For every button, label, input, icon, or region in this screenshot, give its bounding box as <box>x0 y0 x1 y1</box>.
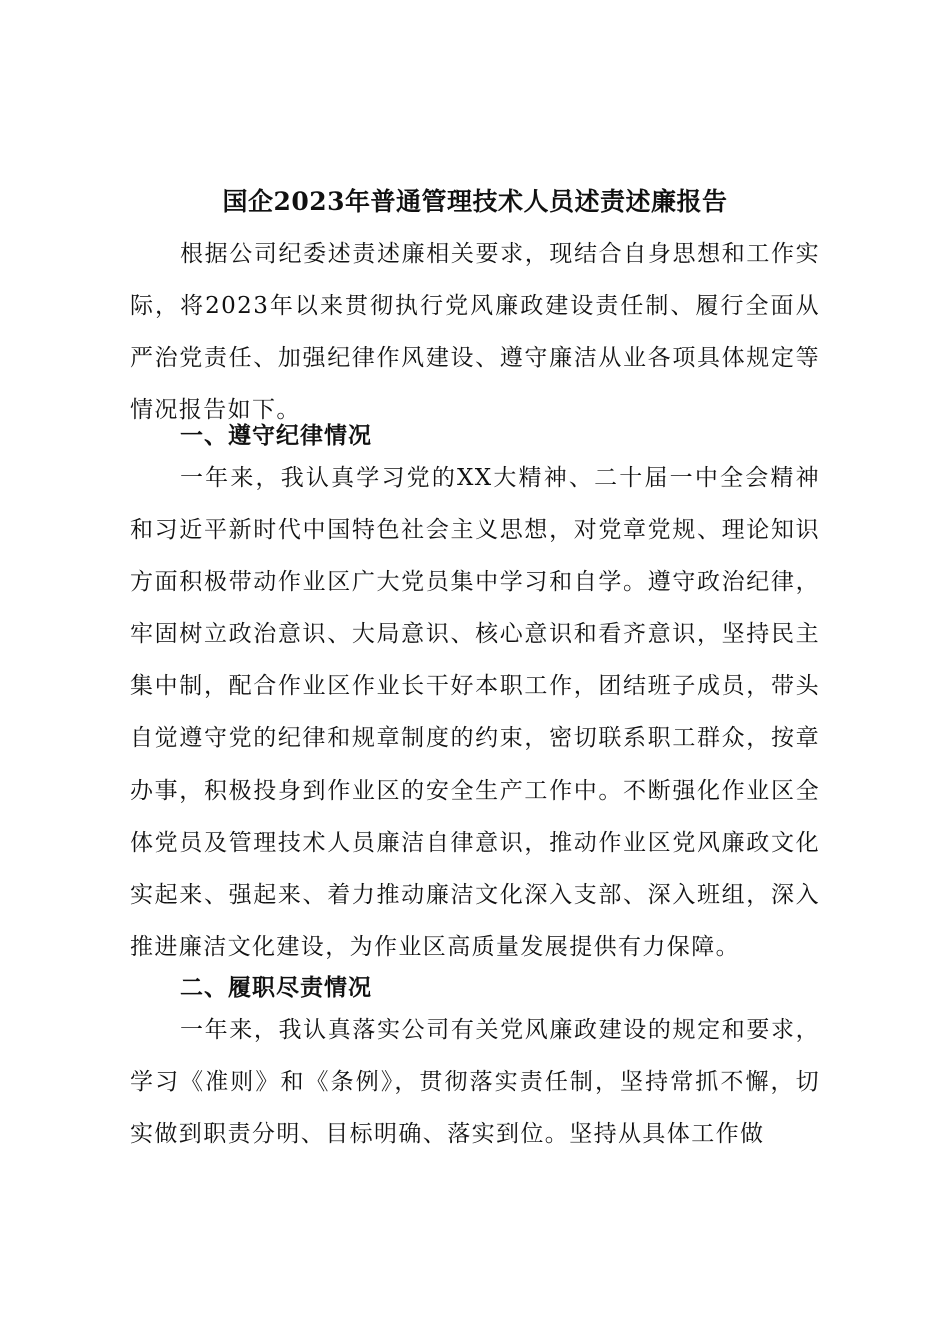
section-body-duties: 一年来，我认真落实公司有关党风廉政建设的规定和要求，学习《准则》和《条例》，贯彻落实责任制，坚持常抓不懈，切实做到职责分明、目标明确、落实到位。坚持从具体工作做 <box>130 1017 820 1148</box>
section-heading-discipline: 一、遵守纪律情况 <box>180 423 372 449</box>
section-heading-duties: 二、履职尽责情况 <box>180 975 372 1001</box>
section-body-discipline: 一年来，我认真学习党的XX大精神、二十届一中全会精神和习近平新时代中国特色社会主义思想，对党章党规、理论知识方面积极带动作业区广大党员集中学习和自学。遵守政治纪律，牢固树立政治意识、大局意识、核心意识和看齐意识，坚持民主集中制，配合作业区作业长干好本职工作，团结班子成员，带头自觉遵守党的纪律和规章制度的约束，密切联系职工群众，按章办事，积极投身到作业区的安全生产工作中。不断强化作业区全体党员及管理技术人员廉洁自律意识，推动作业区党风廉政文化实起来、强起来、着力推动廉洁文化深入支部、深入班组，深入推进廉洁文化建设，为作业区高质量发展提供有力保障。 <box>130 465 820 960</box>
intro-paragraph: 根据公司纪委述责述廉相关要求，现结合自身思想和工作实际，将2023年以来贯彻执行党风廉政建设责任制、履行全面从严治党责任、加强纪律作风建设、遵守廉洁从业各项具体规定等情况报告如下。 <box>130 241 820 424</box>
document-title: 国企2023年普通管理技术人员述责述廉报告 <box>222 187 728 216</box>
